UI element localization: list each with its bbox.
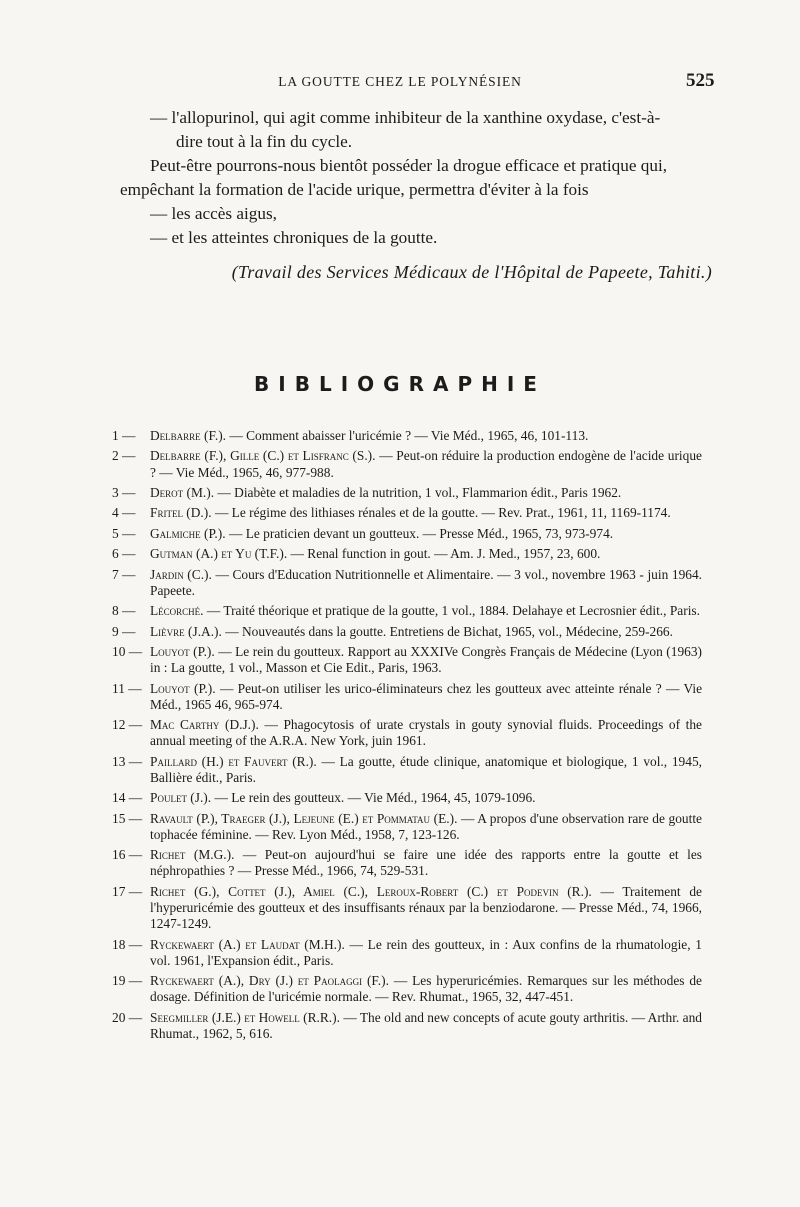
reference-number: 2 — — [112, 448, 136, 464]
reference-number: 18 — — [112, 936, 143, 952]
running-title: LA GOUTTE CHEZ LE POLYNÉSIEN — [278, 74, 522, 89]
reference-entry — [112, 526, 702, 542]
reference-number: 6 — — [112, 546, 136, 562]
reference-text: — Cours d'Education Nutritionnelle et Alimentaire. — 3 vol., novembre 1963 - juin 1964. Papeete. — [150, 566, 702, 598]
reference-body — [146, 505, 702, 521]
reference-text: — Le régime des lithiases rénales et de la goutte. — Rev. Prat., 1961, 11, 1169-1174. — [214, 505, 671, 521]
reference-text: — Traitement de l'hyperuricémie des goutteux et des insuffisants rénaux par la benziodarone. — Presse Méd., 74, 1966, 1247-1249. — [150, 883, 702, 932]
reference-number: 20 — — [112, 1009, 143, 1025]
reference-body — [146, 526, 702, 542]
reference-number: 17 — — [112, 883, 143, 899]
reference-authors: Louyot (P.). — [150, 680, 216, 696]
reference-number: 11 — — [112, 680, 142, 696]
reference-entry — [112, 546, 702, 562]
reference-text: — Le praticien devant un goutteux. — Presse Méd., 1965, 73, 973-974. — [228, 525, 614, 541]
reference-authors: Richet (M.G.). — [150, 847, 235, 863]
text-line: Peut-être pourrons-nous bientôt posséder la drogue efficace et pratique qui, — [150, 156, 668, 175]
reference-authors: Ryckewaert (A.) et Laudat (M.H.). — [150, 936, 345, 952]
reference-number: 15 — — [112, 810, 143, 826]
reference-entry — [112, 717, 702, 749]
reference-authors: Gutman (A.) et Yu (T.F.). — [150, 546, 288, 562]
reference-authors: Derot (M.). — [150, 484, 215, 500]
reference-authors: Seegmiller (J.E.) et Howell (R.R.). — [150, 1009, 340, 1025]
reference-authors: Delbarre (F.), Gille (C.) et Lisfranc (S.). — [150, 448, 376, 464]
reference-authors: Fritel (D.). — [150, 505, 212, 521]
reference-entry — [112, 811, 702, 843]
text-line: dire tout à la fin du cycle. — [176, 132, 353, 151]
reference-text: — Le rein des goutteux, in : Aux confins de la rhumatologie, 1 vol. 1961, l'Expansion édit., Paris. — [150, 936, 702, 968]
reference-text: — Le rein des goutteux. — Vie Méd., 1964, 45, 1079-1096. — [214, 790, 536, 806]
bibliography-title: BIBLIOGRAPHIE — [254, 372, 546, 396]
reference-entry — [112, 485, 702, 501]
reference-entry — [112, 567, 702, 599]
reference-entry — [112, 884, 702, 933]
reference-number: 13 — — [112, 753, 143, 769]
reference-authors: Ryckewaert (A.), Dry (J.) et Paolaggi (F.). — [150, 973, 389, 989]
reference-text: — Comment abaisser l'uricémie ? — Vie Méd., 1965, 46, 101-113. — [229, 428, 589, 443]
text-line: — les accès aigus, — [150, 204, 277, 223]
reference-entry — [112, 448, 702, 480]
reference-authors: Mac Carthy (D.J.). — [150, 717, 259, 733]
reference-entry — [112, 790, 702, 806]
reference-body — [146, 644, 702, 676]
text-line: — et les atteintes chroniques de la goutte. — [150, 228, 438, 247]
reference-body — [146, 448, 702, 480]
reference-body — [146, 603, 702, 619]
reference-text: — Renal function in gout. — Am. J. Med., 1957, 23, 600. — [290, 546, 601, 562]
reference-number: 12 — — [112, 717, 143, 733]
reference-authors: Paillard (H.) et Fauvert (R.). — [150, 753, 317, 769]
text-line: empêchant la formation de l'acide urique, permettra d'éviter à la fois — [120, 180, 589, 199]
reference-text: — Peut-on réduire la production endogène de l'acide urique ? — Vie Méd., 1965, 46, 977-988. — [150, 448, 702, 480]
reference-entry — [112, 937, 702, 969]
reference-entry — [112, 754, 702, 786]
reference-authors: Poulet (J.). — [150, 790, 212, 806]
reference-number: 10 — — [112, 643, 143, 659]
reference-body — [146, 790, 702, 806]
reference-authors: Ravault (P.), Traeger (J.), Lejeune (E.) et Pommatau (E.). — [150, 810, 458, 826]
reference-text: — Peut-on utiliser les urico-éliminateurs chez les goutteux avec atteinte rénale ? — Vie Méd., 1965 46, 965-974. — [150, 680, 703, 712]
reference-entry — [112, 624, 702, 640]
reference-number: 4 — — [112, 505, 136, 521]
reference-text: — Le rein du goutteux. Rapport au XXXIVe Congrès Français de Médecine (Lyon (1963) in : La goutte, 1 vol., Masson et Cie Edit., Paris, 1963. — [150, 643, 703, 676]
reference-text: — The old and new concepts of acute gouty arthritis. — Arthr. and Rhumat., 1962, 5, 616. — [150, 1009, 702, 1042]
reference-authors: Lécorché. — [150, 603, 204, 619]
reference-body — [146, 546, 702, 562]
reference-body — [146, 624, 702, 640]
reference-body — [146, 937, 702, 969]
reference-entry — [112, 1010, 702, 1042]
reference-body — [146, 717, 702, 749]
reference-number: 7 — — [112, 566, 136, 582]
reference-text: — Les hyperuricémies. Remarques sur les méthodes de dosage. Définition de l'uricémie normale. — Rev. Rhumat., 1965, 32, 447-451. — [150, 973, 702, 1005]
bibliography-list — [112, 428, 702, 1046]
reference-body — [146, 811, 702, 843]
text-line: — l'allopurinol, qui agit comme inhibiteur de la xanthine oxydase, c'est-à- — [150, 108, 661, 127]
reference-number: 16 — — [112, 847, 143, 863]
reference-entry — [112, 847, 702, 879]
reference-entry — [112, 644, 702, 676]
reference-authors: Richet (G.), Cottet (J.), Amiel (C.), Leroux-Robert (C.) et Podevin (R.). — [150, 883, 592, 899]
reference-body — [146, 485, 702, 501]
page-number: 525 — [686, 70, 715, 91]
body-text — [120, 106, 695, 250]
reference-number: 8 — — [112, 603, 136, 619]
closing-attribution: (Travail des Services Médicaux de l'Hôpital de Papeete, Tahiti.) — [231, 262, 712, 282]
reference-number: 9 — — [112, 623, 136, 639]
reference-entry — [112, 428, 702, 444]
reference-entry — [112, 681, 702, 713]
reference-entry — [112, 505, 702, 521]
reference-authors: Delbarre (F.). — [150, 428, 227, 443]
reference-number: 3 — — [112, 484, 136, 500]
reference-authors: Louyot (P.). — [150, 643, 215, 659]
reference-text: — Phagocytosis of urate crystals in gouty synovial fluids. Proceedings of the annual meeting of the A.R.A. New York, juin 1961. — [150, 717, 702, 749]
reference-body — [146, 754, 702, 786]
reference-authors: Lièvre (J.A.). — [150, 623, 222, 639]
reference-text: — Diabète et maladies de la nutrition, 1 vol., Flammarion édit., Paris 1962. — [217, 484, 622, 500]
reference-body — [146, 567, 702, 599]
reference-number: 5 — — [112, 525, 136, 541]
reference-text: — Traité théorique et pratique de la goutte, 1 vol., 1884. Delahaye et Lecrosnier édit., Paris. — [206, 603, 700, 619]
reference-text: — La goutte, étude clinique, anatomique et biologique, 1 vol., 1945, Ballière édit., Paris. — [150, 753, 702, 785]
reference-body — [146, 1010, 702, 1042]
reference-body — [146, 973, 702, 1005]
reference-number: 19 — — [112, 973, 143, 989]
reference-authors: Galmiche (P.). — [150, 525, 226, 541]
reference-text: — A propos d'une observation rare de goutte tophacée féminine. — Rev. Lyon Méd., 1958, 7, 123-126. — [150, 810, 702, 842]
reference-body — [146, 847, 702, 879]
reference-authors: Jardin (C.). — [150, 566, 212, 582]
reference-number: 1 — — [112, 428, 136, 443]
reference-number: 14 — — [112, 790, 143, 806]
reference-entry — [112, 603, 702, 619]
reference-body — [146, 681, 702, 713]
reference-text: — Peut-on aujourd'hui se faire une idée des rapports entre la goutte et les néphropathies ? — Presse Méd., 1966, 74, 529-531. — [150, 847, 702, 879]
reference-body — [146, 884, 702, 933]
reference-body — [146, 428, 702, 444]
reference-entry — [112, 973, 702, 1005]
reference-text: — Nouveautés dans la goutte. Entretiens de Bichat, 1965, vol., Médecine, 259-266. — [225, 623, 673, 639]
